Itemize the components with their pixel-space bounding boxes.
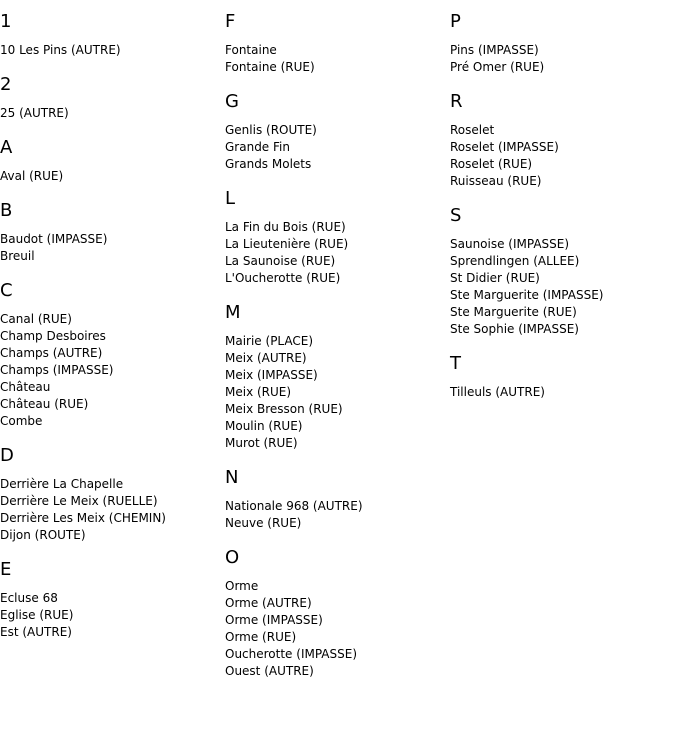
street-link[interactable]: Meix Bresson (RUE)	[225, 402, 343, 416]
street-link[interactable]: Orme (RUE)	[225, 630, 297, 644]
letter-heading: O	[225, 547, 240, 568]
street-link[interactable]: Roselet	[450, 123, 495, 137]
street-list	[225, 42, 450, 76]
letter-heading: A	[0, 137, 13, 158]
street-link[interactable]: Orme (IMPASSE)	[225, 613, 323, 627]
letter-group	[225, 90, 450, 173]
street-link[interactable]: Roselet (RUE)	[450, 157, 533, 171]
street-link[interactable]: Grande Fin	[225, 140, 290, 154]
street-link[interactable]: Pré Omer (RUE)	[450, 60, 545, 74]
letter-group	[0, 279, 225, 430]
street-link[interactable]: Champs (AUTRE)	[0, 346, 103, 360]
street-list	[225, 498, 450, 532]
street-link[interactable]: Champ Desboires	[0, 329, 106, 343]
street-link[interactable]: La Fin du Bois (RUE)	[225, 220, 346, 234]
street-link[interactable]: La Lieutenière (RUE)	[225, 237, 349, 251]
street-link[interactable]: Mairie (PLACE)	[225, 334, 314, 348]
letter-group	[225, 546, 450, 680]
street-list	[450, 236, 675, 338]
street-link[interactable]: Neuve (RUE)	[225, 516, 302, 530]
street-link[interactable]: Ouest (AUTRE)	[225, 664, 314, 678]
street-list	[0, 168, 225, 185]
letter-heading: B	[0, 200, 13, 221]
letter-heading: G	[225, 91, 239, 112]
street-list	[225, 219, 450, 287]
street-list	[450, 122, 675, 190]
street-link[interactable]: Moulin (RUE)	[225, 419, 303, 433]
street-link[interactable]: Eglise (RUE)	[0, 608, 74, 622]
letter-heading: 2	[0, 74, 12, 95]
letter-heading: M	[225, 302, 241, 323]
street-link[interactable]: Tilleuls (AUTRE)	[450, 385, 545, 399]
street-link[interactable]: 10 Les Pins (AUTRE)	[0, 43, 121, 57]
street-link[interactable]: Meix (AUTRE)	[225, 351, 307, 365]
letter-group	[0, 10, 225, 59]
street-link[interactable]: Château	[0, 380, 51, 394]
street-list	[450, 42, 675, 76]
street-link[interactable]: Saunoise (IMPASSE)	[450, 237, 570, 251]
street-link[interactable]: Breuil	[0, 249, 35, 263]
letter-heading: N	[225, 467, 239, 488]
letter-heading: D	[0, 445, 14, 466]
letter-group	[0, 444, 225, 544]
letter-heading: E	[0, 559, 12, 580]
street-link[interactable]: Pins (IMPASSE)	[450, 43, 539, 57]
street-link[interactable]: La Saunoise (RUE)	[225, 254, 336, 268]
street-link[interactable]: Oucherotte (IMPASSE)	[225, 647, 358, 661]
letter-group	[225, 301, 450, 452]
street-link[interactable]: Baudot (IMPASSE)	[0, 232, 108, 246]
letter-group	[225, 187, 450, 287]
street-link[interactable]: Roselet (IMPASSE)	[450, 140, 559, 154]
street-link[interactable]: Grands Molets	[225, 157, 312, 171]
letter-group	[0, 199, 225, 265]
street-link[interactable]: Est (AUTRE)	[0, 625, 72, 639]
street-link[interactable]: Derrière Les Meix (CHEMIN)	[0, 511, 166, 525]
street-link[interactable]: Combe	[0, 414, 43, 428]
letter-heading: T	[450, 353, 461, 374]
street-list	[225, 578, 450, 680]
street-link[interactable]: Canal (RUE)	[0, 312, 72, 326]
letter-heading: P	[450, 11, 461, 32]
street-list	[225, 122, 450, 173]
letter-heading: S	[450, 205, 462, 226]
letter-group	[0, 73, 225, 122]
street-list	[0, 311, 225, 430]
letter-group	[450, 10, 675, 76]
street-list	[225, 333, 450, 452]
street-link[interactable]: Fontaine	[225, 43, 277, 57]
street-list	[450, 384, 675, 401]
index-column	[0, 0, 225, 655]
street-link[interactable]: Ruisseau (RUE)	[450, 174, 542, 188]
letter-heading: F	[225, 11, 236, 32]
letter-heading: 1	[0, 11, 12, 32]
street-list	[0, 105, 225, 122]
street-link[interactable]: Sprendlingen (ALLEE)	[450, 254, 580, 268]
letter-group	[0, 558, 225, 641]
street-link[interactable]: Ste Sophie (IMPASSE)	[450, 322, 579, 336]
street-link[interactable]: L'Oucherotte (RUE)	[225, 271, 341, 285]
street-link[interactable]: Meix (RUE)	[225, 385, 292, 399]
letter-group	[450, 204, 675, 338]
street-link[interactable]: Ste Marguerite (IMPASSE)	[450, 288, 604, 302]
street-list	[0, 42, 225, 59]
street-link[interactable]: Nationale 968 (AUTRE)	[225, 499, 363, 513]
letter-heading: C	[0, 280, 13, 301]
street-list	[0, 476, 225, 544]
street-link[interactable]: Orme (AUTRE)	[225, 596, 312, 610]
street-link[interactable]: Murot (RUE)	[225, 436, 298, 450]
street-link[interactable]: Aval (RUE)	[0, 169, 64, 183]
letter-group	[0, 136, 225, 185]
street-link[interactable]: Derrière Le Meix (RUELLE)	[0, 494, 158, 508]
street-link[interactable]: Dijon (ROUTE)	[0, 528, 86, 542]
index-column	[225, 0, 450, 694]
street-link[interactable]: Meix (IMPASSE)	[225, 368, 318, 382]
street-link[interactable]: Derrière La Chapelle	[0, 477, 124, 491]
letter-group	[450, 90, 675, 190]
index-column	[450, 0, 675, 415]
street-link[interactable]: Genlis (ROUTE)	[225, 123, 317, 137]
letter-heading: R	[450, 91, 463, 112]
street-link[interactable]: Ste Marguerite (RUE)	[450, 305, 577, 319]
street-link[interactable]: Fontaine (RUE)	[225, 60, 315, 74]
street-link[interactable]: 25 (AUTRE)	[0, 106, 69, 120]
street-link[interactable]: Orme	[225, 579, 259, 593]
letter-group	[450, 352, 675, 401]
street-link[interactable]: Champs (IMPASSE)	[0, 363, 114, 377]
street-list	[0, 231, 225, 265]
letter-heading: L	[225, 188, 236, 209]
street-list	[0, 590, 225, 641]
street-link[interactable]: St Didier (RUE)	[450, 271, 540, 285]
letter-group	[225, 10, 450, 76]
street-link[interactable]: Château (RUE)	[0, 397, 89, 411]
letter-group	[225, 466, 450, 532]
street-link[interactable]: Ecluse 68	[0, 591, 58, 605]
